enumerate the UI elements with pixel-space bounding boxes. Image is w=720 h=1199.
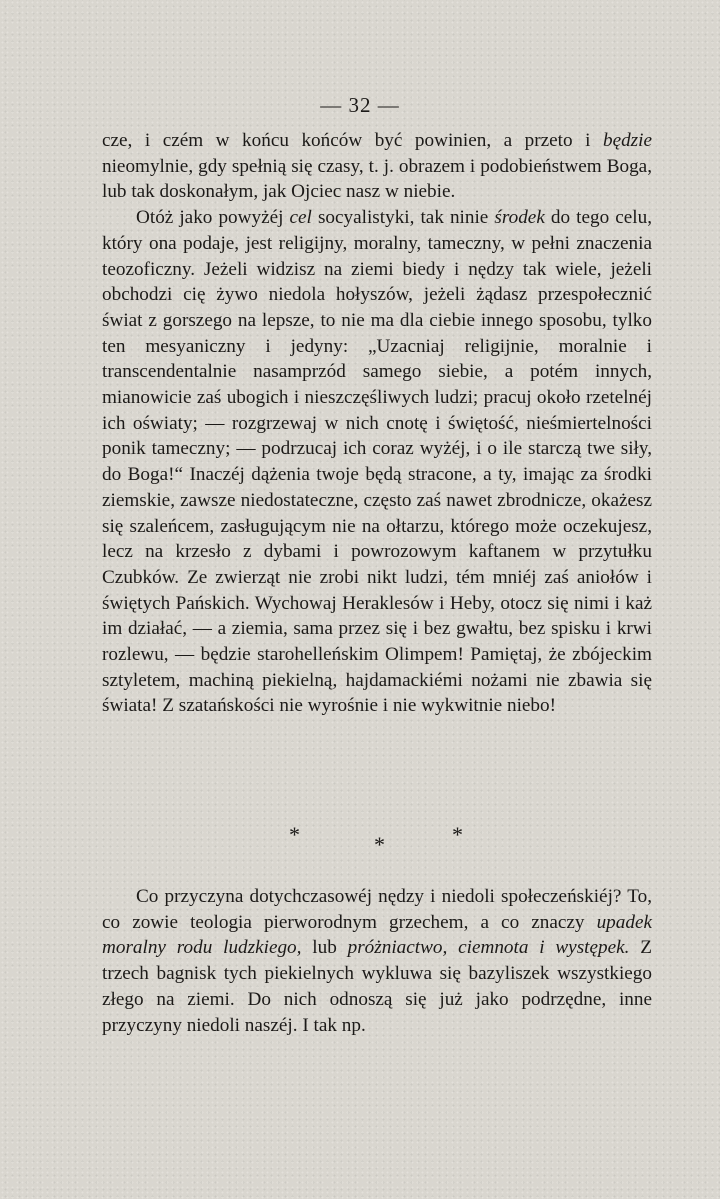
text-segment: do tego celu, który ona podaje, jest religijny, moralny, tameczny, w pełni znaczenia teozoficzny. Jeżeli widzisz na ziemi biedy i nędzy tak wiele, jeżeli obchodzi cię żywo niedola hołyszów, jeżeli żądasz przespołecznić świat z gorszego na lepsze, to nie ma dla ciebie innego sposobu, tylko ten mesyaniczny i jedyny: „Uzacniaj religijnie, moralnie i transcendentalnie nasamprzód samego siebie, a potém innych, mianowicie zaś ubogich i nieszczęśliwych ludzi; pracuj około rzetelnéj ich oświaty; — rozgrzewaj w nich cnotę i świętość, nieśmiertelności ponik tameczny; — podrzucaj ich coraz wyżéj, i o ile starczą twe siły, do Boga!“ Inaczéj dążenia twoje będą stracone, a ty, imając za środki ziemskie, zawsze niedostateczne, często zaś nawet zbrodnicze, okażesz się szaleńcem, zasługującym nie na ołtarzu, którego może oczekujesz, lecz na krzesło z dybami i powrozowym kaftanem w przytułku Czubków. Ze zwierząt nie zrobi nikt ludzi, tém mniéj zaś aniołów i świętych Pańskich. Wychowaj Heraklesów i Heby, otocz się nimi i każ im działać, — a ziemia, sama przez się i bez gwałtu, bez spisku i krwi rozlewu, — będzie starohelleńskim Olimpem! Pamiętaj, że zbójeckim sztyletem, machiną piekielną, hajdamackiémi nożami nie zbawia się świata! Z szatańskości nie wyrośnie i nie wykwitnie niebo! <box>102 207 652 717</box>
asterisk-right: * <box>452 822 463 847</box>
asterisk-middle: * <box>374 832 385 857</box>
asterisk-left: * <box>289 822 300 847</box>
text-segment: Z trzech bagnisk tych piekielnych wykluwa się bazyliszek wszystkiego złego na ziemi. Do nich odnoszą się już jako podrzędne, inne przyczyny niedoli naszéj. I tak np. <box>102 937 652 1036</box>
text-segment: lub <box>301 937 348 959</box>
italic-segment: środek <box>494 207 545 229</box>
main-text <box>102 128 652 719</box>
text-segment: nieomylnie, gdy spełnią się czasy, t. j. obrazem i podobieństwem Boga, lub tak doskonałym, jak Ojciec nasz w niebie. <box>102 155 652 203</box>
section-text <box>102 884 652 1038</box>
italic-segment: cel <box>289 207 312 229</box>
paragraph-continuation <box>102 128 652 205</box>
text-segment: Otóż jako powyżéj <box>136 207 290 229</box>
italic-segment: próżniactwo, ciemnota i występek. <box>347 937 630 959</box>
paragraph-przyczyna <box>102 884 652 1038</box>
text-segment: Co przyczyna dotychczasowéj nędzy i niedoli społeczeńskiéj? To, co zowie teologia pierworodnym grzechem, a co znaczy <box>102 886 652 933</box>
text-segment: socyalistyki, tak ninie <box>311 207 495 229</box>
section-separator <box>0 820 720 860</box>
italic-segment: upadek moralny rodu ludzkiego, <box>102 911 652 959</box>
paragraph-otoz <box>102 205 652 719</box>
page-number: — 32 — <box>320 93 400 117</box>
text-segment: cze, i czém w końcu końców być powinien, a przeto i <box>102 130 603 151</box>
italic-segment: będzie <box>602 130 652 151</box>
